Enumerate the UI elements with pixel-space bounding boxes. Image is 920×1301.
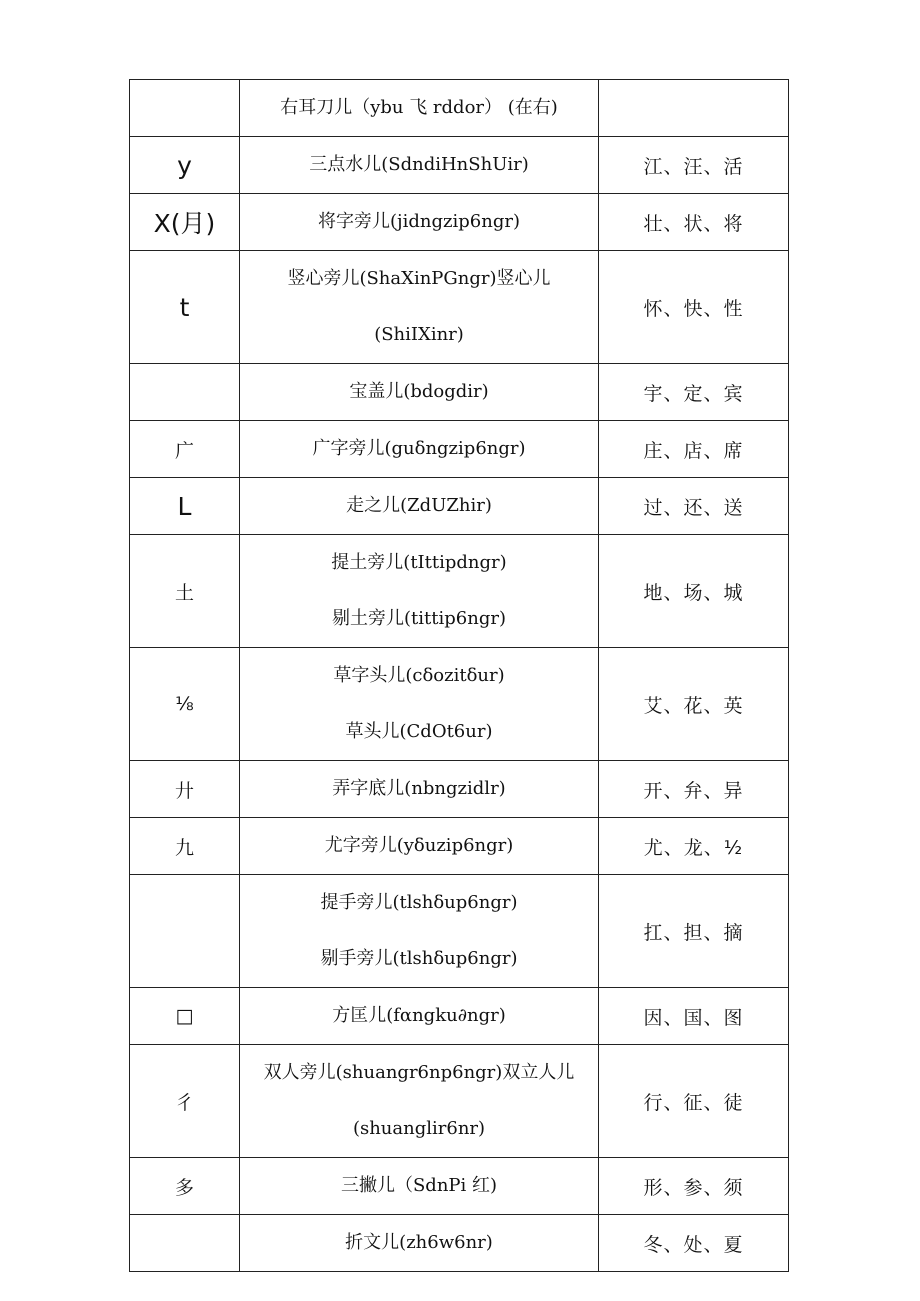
table-row [130,194,789,251]
radical-symbol-cell [130,80,240,137]
radical-symbol-cell: 廾 [130,761,240,818]
radical-symbol-cell: 土 [130,535,240,648]
example-characters-cell: 庄、店、席 [599,421,789,478]
table-row [130,1158,789,1215]
example-characters-cell: 艾、花、英 [599,648,789,761]
radical-symbol-cell: ⅛ [130,648,240,761]
table-row [130,478,789,535]
radical-table-body [130,80,789,1272]
table-row [130,761,789,818]
example-characters-cell: 扛、担、摘 [599,875,789,988]
table-row [130,535,789,648]
table-row [130,137,789,194]
radical-name-text: 方匡儿(fαngku∂ngr) [332,1005,506,1026]
radical-name-cell [240,875,599,988]
radical-name-text: 右耳刀儿（ybu 飞 rddor） (在右) [280,97,558,118]
example-characters-cell: 开、弁、异 [599,761,789,818]
radical-symbol-cell: 多 [130,1158,240,1215]
radical-name-cell [240,478,599,535]
radical-name-cell [240,1215,599,1272]
example-characters-cell: 江、汪、活 [599,137,789,194]
radical-name-text: 走之儿(ZdUZhir) [346,495,492,516]
radical-symbol-cell: 彳 [130,1045,240,1158]
example-characters-cell: 宇、定、宾 [599,364,789,421]
radical-name-cell [240,421,599,478]
example-characters-cell: 形、参、须 [599,1158,789,1215]
radical-symbol-cell [130,1215,240,1272]
radical-name-text: (ShiIXinr) [374,324,464,345]
table-row [130,1045,789,1158]
radical-name-text: 宝盖儿(bdogdir) [349,381,489,402]
radical-symbol-cell [130,875,240,988]
example-characters-cell: 壮、状、将 [599,194,789,251]
radical-name-text: 三点水儿(SdndiHnShUir) [309,154,529,175]
radical-name-cell [240,535,599,648]
example-characters-cell: 过、还、送 [599,478,789,535]
radical-name-text: 将字旁儿(jidngzip6ngr) [318,211,520,232]
table-row [130,988,789,1045]
table-row [130,818,789,875]
radical-name-cell [240,194,599,251]
radical-name-cell [240,648,599,761]
radical-name-cell [240,137,599,194]
radical-name-text: 三撇儿（SdnPi 红) [340,1175,498,1196]
example-characters-cell: 怀、快、性 [599,251,789,364]
radical-name-text: 双人旁儿(shuangr6np6ngr)双立人儿 [263,1062,575,1083]
radical-name-cell [240,818,599,875]
table-row [130,648,789,761]
radical-name-text: 草头儿(CdOt6ur) [345,721,493,742]
radical-name-text: 折文儿(zh6w6nr) [345,1232,493,1253]
radical-name-text: 竖心旁儿(ShaXinPGngr)竖心儿 [287,268,551,289]
radical-name-text: 草字头儿(cδozitδur) [333,665,505,686]
radical-table [129,79,789,1272]
table-row [130,421,789,478]
radical-name-text: 剔手旁儿(tlshδup6ngr) [320,948,518,969]
table-row [130,80,789,137]
radical-symbol-cell: y [130,137,240,194]
table-row [130,364,789,421]
radical-symbol-cell: X(月) [130,194,240,251]
radical-symbol-cell: t [130,251,240,364]
radical-name-cell [240,1045,599,1158]
radical-name-text: 提手旁儿(tlshδup6ngr) [320,892,518,913]
table-row [130,251,789,364]
example-characters-cell: 因、国、图 [599,988,789,1045]
example-characters-cell: 尤、龙、½ [599,818,789,875]
radical-name-text: 剔土旁儿(tittip6ngr) [332,608,506,629]
radical-name-text: 尤字旁儿(yδuzip6ngr) [324,835,514,856]
example-characters-cell: 地、场、城 [599,535,789,648]
radical-symbol-cell: L [130,478,240,535]
radical-symbol-cell: □ [130,988,240,1045]
radical-symbol-cell [130,364,240,421]
table-row [130,875,789,988]
example-characters-cell: 行、征、徒 [599,1045,789,1158]
example-characters-cell: 冬、处、夏 [599,1215,789,1272]
radical-symbol-cell: 广 [130,421,240,478]
radical-name-cell [240,761,599,818]
table-row [130,1215,789,1272]
radical-name-cell [240,1158,599,1215]
radical-name-cell [240,988,599,1045]
radical-name-cell [240,364,599,421]
radical-name-cell [240,80,599,137]
radical-name-text: 弄字底儿(nbngzidlr) [332,778,506,799]
radical-name-text: 提土旁儿(tIttipdngr) [331,552,507,573]
radical-symbol-cell: 九 [130,818,240,875]
radical-name-text: 广字旁儿(guδngzip6ngr) [312,438,526,459]
radical-name-text: (shuanglir6nr) [352,1118,486,1139]
example-characters-cell [599,80,789,137]
radical-name-cell [240,251,599,364]
